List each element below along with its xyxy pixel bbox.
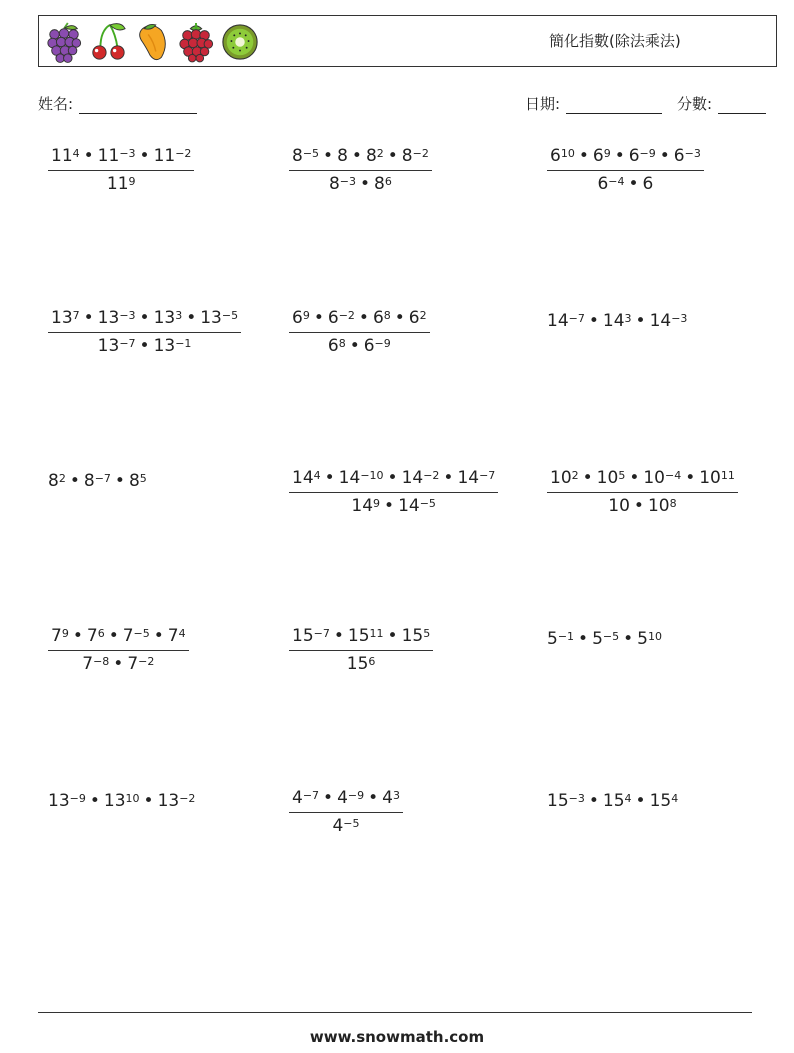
expression — [48, 471, 147, 491]
multiply-dot: • — [139, 146, 150, 166]
power-base: 6 — [363, 336, 375, 356]
score-label: 分數: — [677, 95, 713, 113]
power-base: 6 — [372, 308, 384, 328]
power-exponent: −5 — [419, 497, 436, 510]
power-base: 10 — [647, 496, 670, 516]
denominator — [79, 651, 157, 674]
multiply-dot: • — [333, 626, 344, 646]
multiply-dot: • — [83, 308, 94, 328]
power-base: 10 — [550, 468, 572, 488]
date-label: 日期: — [525, 95, 561, 113]
fraction — [289, 788, 403, 836]
power-base: 7 — [51, 626, 62, 646]
multiply-dot: • — [143, 791, 154, 811]
power-exponent: 7 — [72, 309, 80, 322]
problem-3 — [547, 146, 704, 194]
power-exponent: 3 — [175, 309, 183, 322]
power-exponent: −9 — [69, 792, 86, 805]
score-blank[interactable] — [718, 99, 766, 114]
multiply-dot: • — [588, 791, 599, 811]
power-exponent: −3 — [684, 147, 701, 160]
power-exponent: −7 — [479, 469, 496, 482]
problem-13 — [48, 791, 195, 811]
expression — [48, 791, 195, 811]
power-base: 5 — [592, 629, 603, 649]
kiwi-icon — [221, 21, 259, 63]
power-base: 10 — [643, 468, 665, 488]
power-base: 10 — [596, 468, 619, 488]
denominator — [594, 171, 656, 194]
power-base: 14 — [398, 496, 420, 516]
power-base: 13 — [48, 791, 70, 811]
power-base: 4 — [292, 788, 303, 808]
multiply-dot: • — [323, 146, 334, 166]
problem-11 — [289, 626, 433, 674]
power-base: 6 — [673, 146, 685, 166]
power-exponent: −9 — [639, 147, 656, 160]
power-base: 6 — [408, 308, 420, 328]
multiply-dot: • — [582, 468, 593, 488]
multiply-dot: • — [387, 146, 398, 166]
fraction — [289, 468, 498, 516]
power-base: 6 — [628, 146, 640, 166]
fraction — [289, 626, 433, 674]
power-base: 13 — [153, 336, 176, 356]
power-base: 4 — [332, 816, 344, 836]
problem-9 — [547, 468, 738, 516]
problem-10 — [48, 626, 189, 674]
power-exponent: 4 — [624, 792, 632, 805]
power-exponent: −10 — [360, 469, 384, 482]
multiply-dot: • — [394, 308, 405, 328]
power-exponent: −9 — [347, 789, 365, 802]
problem-5 — [289, 308, 430, 356]
problem-7 — [48, 471, 147, 491]
power-base: 14 — [401, 468, 424, 488]
power-exponent: 2 — [58, 472, 66, 485]
power-base: 7 — [82, 654, 94, 674]
denominator — [325, 333, 394, 356]
power-base: 14 — [649, 311, 672, 331]
power-base: 8 — [365, 146, 377, 166]
multiply-dot: • — [89, 791, 100, 811]
fraction — [289, 308, 430, 356]
denominator — [95, 333, 195, 356]
fruit-icons — [45, 20, 259, 64]
multiply-dot: • — [72, 626, 83, 646]
power-exponent: 3 — [624, 312, 632, 325]
power-exponent: 10 — [560, 147, 575, 160]
power-base: 15 — [649, 791, 672, 811]
power-exponent: 9 — [373, 497, 381, 510]
multiply-dot: • — [323, 788, 334, 808]
power-base: 15 — [547, 791, 569, 811]
power-exponent: 8 — [338, 337, 346, 350]
power-base: 11 — [97, 146, 120, 166]
power-base: 7 — [127, 654, 139, 674]
power-exponent: −2 — [423, 469, 440, 482]
power-exponent: 4 — [671, 792, 679, 805]
worksheet-title: 簡化指數(除法乘法) — [549, 32, 681, 50]
power-base: 6 — [327, 308, 339, 328]
cherries-icon — [89, 21, 127, 63]
power-exponent: −3 — [119, 147, 136, 160]
power-exponent: −7 — [313, 627, 330, 640]
power-exponent: −3 — [671, 312, 688, 325]
power-exponent: 8 — [669, 497, 677, 510]
multiply-dot: • — [633, 496, 644, 516]
power-base: 7 — [167, 626, 179, 646]
expression — [547, 311, 687, 331]
power-base: 6 — [597, 174, 609, 194]
power-exponent: 6 — [97, 627, 105, 640]
power-base: 13 — [51, 308, 73, 328]
fraction — [289, 146, 432, 194]
denominator — [329, 813, 362, 836]
multiply-dot: • — [186, 308, 197, 328]
multiply-dot: • — [360, 174, 371, 194]
expression — [547, 629, 662, 649]
numerator — [48, 308, 241, 333]
power-base: 14 — [547, 311, 569, 331]
expression — [547, 791, 678, 811]
multiply-dot: • — [623, 629, 634, 649]
grapes-icon — [45, 21, 83, 63]
power-base: 8 — [48, 471, 59, 491]
power-exponent: 5 — [423, 627, 431, 640]
date-field — [525, 93, 662, 114]
power-exponent: −2 — [175, 147, 192, 160]
multiply-dot: • — [313, 308, 324, 328]
denominator — [104, 171, 139, 194]
multiply-dot: • — [614, 146, 625, 166]
power-exponent: 4 — [178, 627, 186, 640]
power-exponent: −5 — [602, 630, 620, 643]
power-exponent: −9 — [374, 337, 391, 350]
power-exponent: −2 — [412, 147, 429, 160]
power-base: 6 — [550, 146, 561, 166]
power-base: 14 — [338, 468, 361, 488]
problem-12 — [547, 629, 662, 649]
power-base: 4 — [382, 788, 393, 808]
problem-8 — [289, 468, 498, 516]
power-base: 6 — [592, 146, 604, 166]
power-base: 8 — [328, 174, 340, 194]
power-base: 8 — [128, 471, 140, 491]
power-exponent: −3 — [568, 792, 585, 805]
power-base: 5 — [547, 629, 558, 649]
power-exponent: −3 — [339, 175, 357, 188]
multiply-dot: • — [588, 311, 599, 331]
power-exponent: −3 — [119, 309, 136, 322]
power-base: 5 — [637, 629, 648, 649]
problem-15 — [547, 791, 678, 811]
power-exponent: −5 — [302, 147, 320, 160]
name-label: 姓名: — [38, 95, 74, 113]
fraction — [48, 308, 241, 356]
power-base: 4 — [337, 788, 348, 808]
denominator — [326, 171, 395, 194]
power-exponent: 6 — [368, 655, 376, 668]
numerator — [289, 146, 432, 171]
power-base: 13 — [97, 308, 120, 328]
power-base: 8 — [83, 471, 95, 491]
multiply-dot: • — [368, 788, 379, 808]
power-exponent: −5 — [343, 817, 360, 830]
power-base: 7 — [122, 626, 134, 646]
multiply-dot: • — [635, 311, 646, 331]
power-exponent: 11 — [720, 469, 735, 482]
power-exponent: −4 — [664, 469, 682, 482]
power-exponent: 2 — [419, 309, 427, 322]
power-base: 6 — [327, 336, 339, 356]
name-field — [38, 93, 197, 114]
fraction — [547, 146, 704, 194]
power-exponent: −1 — [557, 630, 575, 643]
power-exponent: 9 — [61, 627, 69, 640]
power-exponent: 2 — [376, 147, 384, 160]
power-exponent: 9 — [302, 309, 310, 322]
power-exponent: −7 — [302, 789, 320, 802]
multiply-dot: • — [69, 471, 80, 491]
multiply-dot: • — [139, 336, 150, 356]
numerator — [48, 626, 189, 651]
problem-1 — [48, 146, 194, 194]
power-exponent: 2 — [571, 469, 579, 482]
score-field — [677, 93, 766, 114]
power-base: 15 — [347, 626, 370, 646]
power-base: 8 — [401, 146, 413, 166]
multiply-dot: • — [351, 146, 362, 166]
multiply-dot: • — [629, 468, 640, 488]
power-base: 13 — [153, 308, 176, 328]
power-exponent: −2 — [338, 309, 355, 322]
power-exponent: −5 — [221, 309, 239, 322]
multiply-dot: • — [108, 626, 119, 646]
power-base: 14 — [602, 311, 625, 331]
numerator — [289, 626, 433, 651]
multiply-dot: • — [83, 146, 94, 166]
multiply-dot: • — [114, 471, 125, 491]
denominator — [348, 493, 439, 516]
name-blank[interactable] — [79, 99, 197, 114]
power-base: 8 — [292, 146, 303, 166]
problem-2 — [289, 146, 432, 194]
multiply-dot: • — [387, 626, 398, 646]
multiply-dot: • — [635, 791, 646, 811]
power-exponent: 10 — [647, 630, 662, 643]
power-exponent: 10 — [125, 792, 140, 805]
power-base: 13 — [103, 791, 126, 811]
fraction — [48, 626, 189, 674]
problem-4 — [48, 308, 241, 356]
multiply-dot: • — [628, 174, 639, 194]
power-exponent: −7 — [94, 472, 111, 485]
power-exponent: −4 — [608, 175, 625, 188]
power-exponent: −2 — [138, 655, 155, 668]
multiply-dot: • — [113, 654, 124, 674]
multiply-dot: • — [153, 626, 164, 646]
power-base: 11 — [106, 174, 129, 194]
multiply-dot: • — [578, 629, 589, 649]
power-exponent: 9 — [128, 175, 136, 188]
power-exponent: 8 — [383, 309, 391, 322]
power-base: 6 — [292, 308, 303, 328]
power-base: 8 — [374, 174, 385, 194]
power-exponent: 6 — [384, 175, 392, 188]
power-exponent: −2 — [179, 792, 196, 805]
mango-icon — [133, 21, 171, 63]
power-base: 10 — [608, 496, 630, 516]
multiply-dot: • — [139, 308, 150, 328]
power-base: 7 — [86, 626, 98, 646]
numerator — [547, 468, 738, 493]
numerator — [289, 788, 403, 813]
power-base: 11 — [51, 146, 73, 166]
power-base: 15 — [346, 654, 369, 674]
numerator — [289, 308, 430, 333]
fraction — [547, 468, 738, 516]
numerator — [289, 468, 498, 493]
power-base: 11 — [153, 146, 176, 166]
power-exponent: 9 — [603, 147, 611, 160]
multiply-dot: • — [349, 336, 360, 356]
multiply-dot: • — [387, 468, 398, 488]
power-exponent: −7 — [119, 337, 136, 350]
power-base: 15 — [292, 626, 314, 646]
power-base: 14 — [457, 468, 480, 488]
multiply-dot: • — [578, 146, 589, 166]
power-base: 14 — [351, 496, 374, 516]
power-base: 10 — [699, 468, 721, 488]
problem-6 — [547, 311, 687, 331]
denominator — [344, 651, 379, 674]
power-exponent: −7 — [568, 312, 585, 325]
power-exponent: 5 — [618, 469, 626, 482]
multiply-dot: • — [685, 468, 696, 488]
power-base: 14 — [292, 468, 314, 488]
power-base: 6 — [642, 174, 654, 194]
power-base: 15 — [602, 791, 625, 811]
numerator — [547, 146, 704, 171]
numerator — [48, 146, 194, 171]
power-exponent: 5 — [139, 472, 147, 485]
multiply-dot: • — [324, 468, 335, 488]
fraction — [48, 146, 194, 194]
worksheet-header — [38, 15, 777, 67]
power-exponent: 3 — [392, 789, 400, 802]
power-base: 13 — [200, 308, 222, 328]
power-base: 8 — [337, 146, 348, 166]
problem-14 — [289, 788, 403, 836]
footer-url: www.snowmath.com — [309, 1028, 485, 1046]
footer-divider — [38, 1012, 752, 1013]
multiply-dot: • — [358, 308, 369, 328]
denominator — [605, 493, 679, 516]
raspberry-icon — [177, 21, 215, 63]
power-exponent: 11 — [369, 627, 384, 640]
multiply-dot: • — [659, 146, 670, 166]
power-base: 13 — [157, 791, 180, 811]
power-exponent: 4 — [72, 147, 80, 160]
power-exponent: −5 — [133, 627, 150, 640]
multiply-dot: • — [384, 496, 395, 516]
power-exponent: −8 — [93, 655, 110, 668]
power-exponent: 4 — [313, 469, 321, 482]
date-blank[interactable] — [566, 99, 662, 114]
multiply-dot: • — [443, 468, 454, 488]
power-base: 13 — [97, 336, 120, 356]
power-base: 15 — [401, 626, 424, 646]
power-exponent: −1 — [175, 337, 192, 350]
